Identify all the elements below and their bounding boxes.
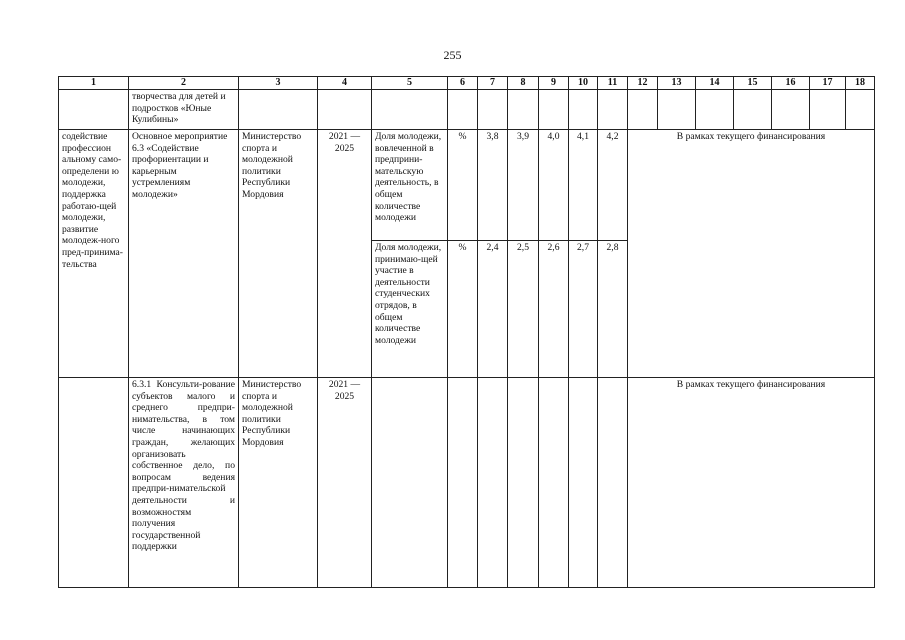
header-cell-5: 5: [372, 77, 448, 90]
indicator-value-2025: 4,2: [598, 130, 628, 241]
financing-text: В рамках текущего финансирования: [628, 130, 875, 378]
header-row: [59, 77, 875, 90]
header-cell-2: 2: [129, 77, 239, 90]
goal-cell-empty: [59, 378, 129, 588]
measure-title: Основное мероприятие 6.3 «Содействие профориентации и карьерным устремлениям молодежи»: [129, 130, 239, 378]
indicator-value-2022: 2,5: [508, 241, 539, 378]
header-cell-3: 3: [239, 77, 318, 90]
page-number: 255: [443, 48, 462, 62]
header-cell-14: 14: [696, 77, 734, 90]
header-cell-7: 7: [478, 77, 508, 90]
measure-executor: Министерство спорта и молодежной политики Республики Мордовия: [239, 130, 318, 378]
goal-cell-empty: [59, 90, 129, 130]
header-cell-12: 12: [628, 77, 658, 90]
program-table: [58, 76, 875, 588]
indicator-value-2021: 2,4: [478, 241, 508, 378]
continuation-text: творчества для детей и подростков «Юные Кулибины»: [129, 90, 239, 130]
header-cell-17: 17: [810, 77, 846, 90]
goal-text: содействие профессион альному само-определени ю молодежи, поддержка работаю-щей молодежи, развитие молодеж-ного пред-принима-тельства: [59, 130, 129, 378]
submeasure-title: 6.3.1 Консульти-рование субъектов малого и среднего предпри-нимательства, в том числе начинающих граждан, желающих организовать собственное дело, по вопросам ведения предпри-нимательской деятельности и возможностям получения государственной поддержки: [129, 378, 239, 588]
header-cell-10: 10: [569, 77, 598, 90]
indicator-unit: %: [448, 130, 478, 241]
indicator-value-2023: 4,0: [539, 130, 569, 241]
header-cell-4: 4: [318, 77, 372, 90]
indicator-value-2023: 2,6: [539, 241, 569, 378]
header-cell-18: 18: [846, 77, 875, 90]
financing-text: В рамках текущего финансирования: [628, 378, 875, 588]
header-cell-16: 16: [772, 77, 810, 90]
header-cell-13: 13: [658, 77, 696, 90]
header-cell-11: 11: [598, 77, 628, 90]
submeasure-executor: Министерство спорта и молодежной политики Республики Мордовия: [239, 378, 318, 588]
indicator-value-2024: 2,7: [569, 241, 598, 378]
table-row: [59, 378, 875, 588]
continuation-row: [59, 90, 875, 130]
indicator-value-2021: 3,8: [478, 130, 508, 241]
indicator-value-2022: 3,9: [508, 130, 539, 241]
indicator-value-2024: 4,1: [569, 130, 598, 241]
header-cell-8: 8: [508, 77, 539, 90]
submeasure-period: 2021 — 2025: [318, 378, 372, 588]
measure-period: 2021 — 2025: [318, 130, 372, 378]
table-row: [59, 130, 875, 241]
indicator-unit: %: [448, 241, 478, 378]
header-cell-6: 6: [448, 77, 478, 90]
indicator-name: Доля молодежи, принимаю-щей участие в деятельности студенческих отрядов, в общем количестве молодежи: [372, 241, 448, 378]
header-cell-9: 9: [539, 77, 569, 90]
header-cell-15: 15: [734, 77, 772, 90]
indicator-value-2025: 2,8: [598, 241, 628, 378]
indicator-name: Доля молодежи, вовлеченной в предприни-мательскую деятельность, в общем количестве молодежи: [372, 130, 448, 241]
header-cell-1: 1: [59, 77, 129, 90]
